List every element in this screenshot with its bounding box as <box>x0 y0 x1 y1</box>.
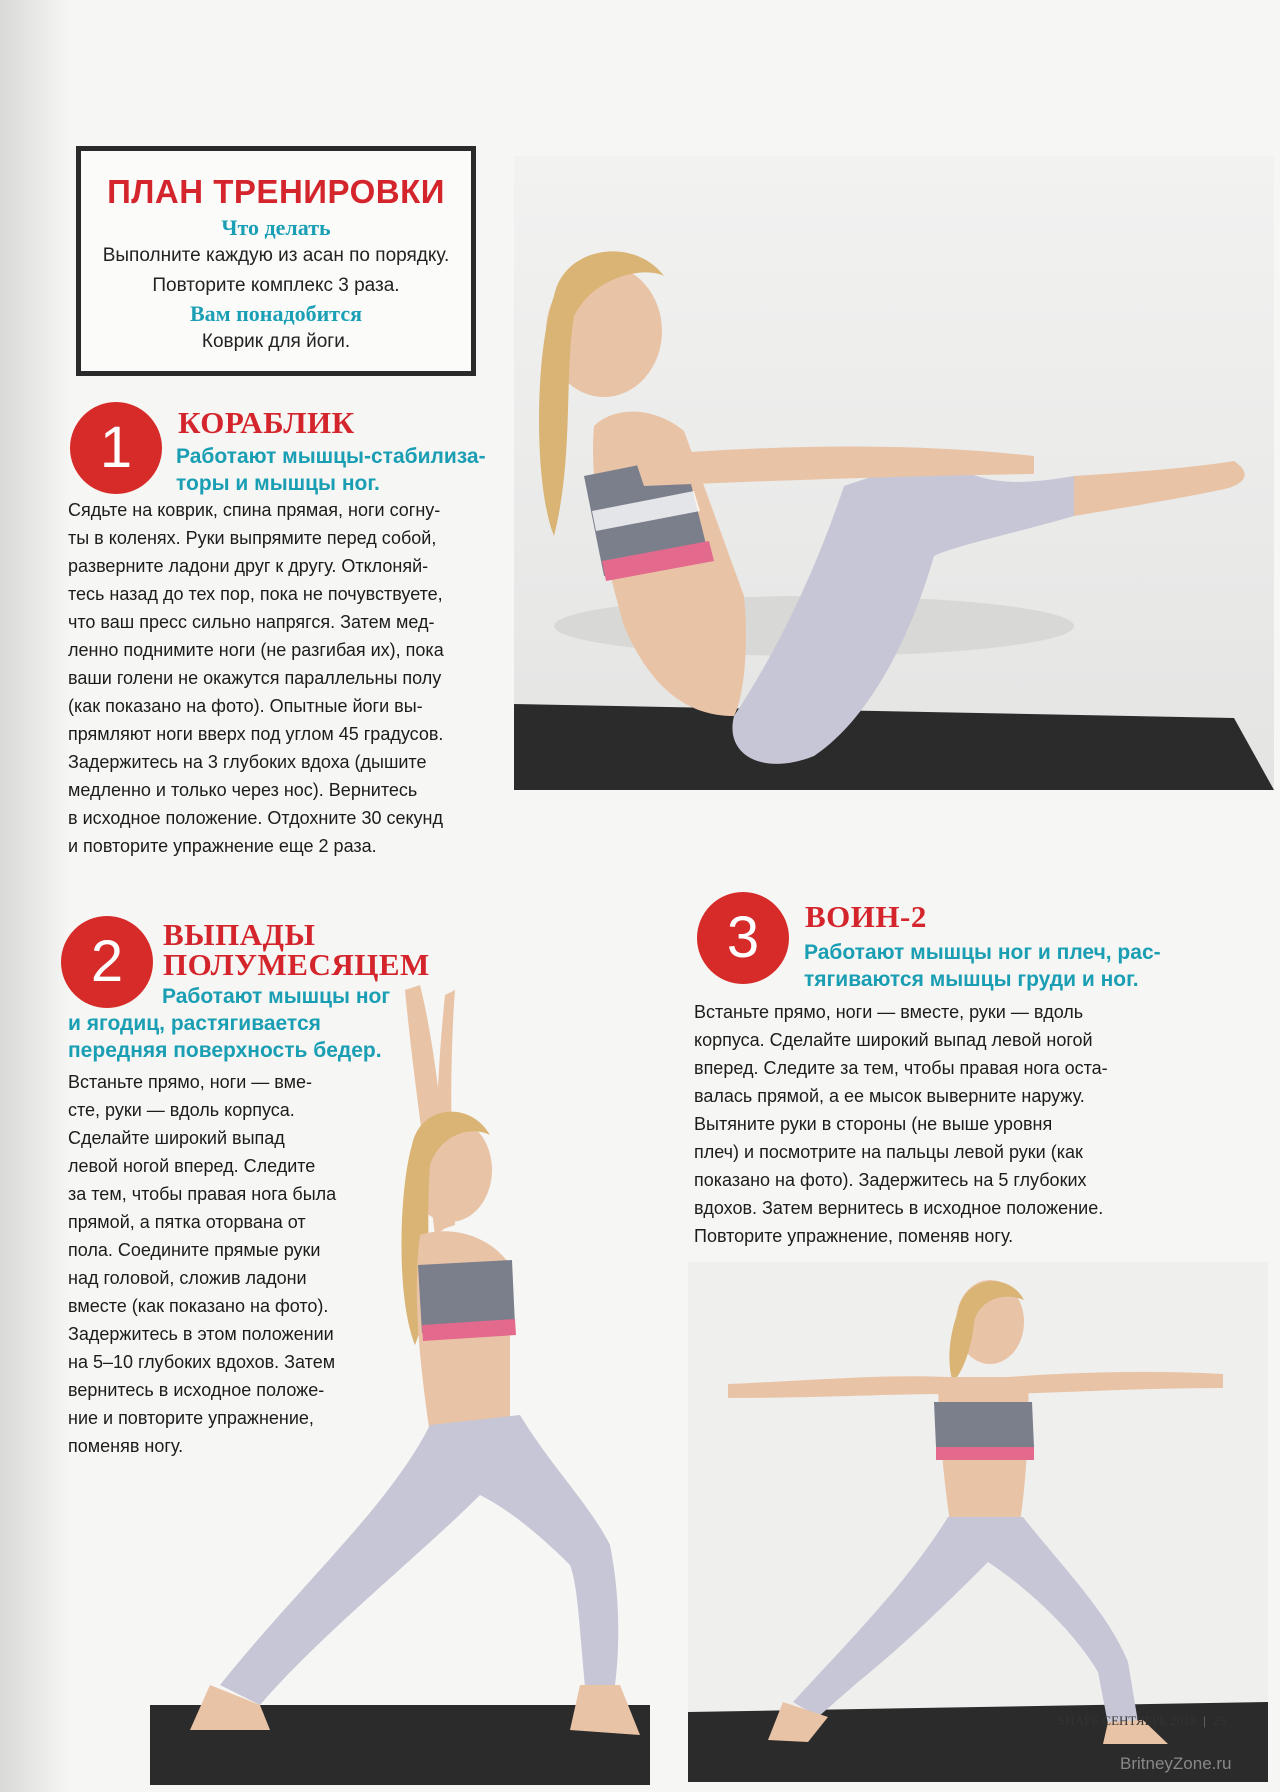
exercise-3-text-line: Вытяните руки в стороны (не выше уровня <box>694 1114 1053 1134</box>
plan-need-text: Коврик для йоги. <box>201 331 351 352</box>
exercise-1-text-line: ты в коленях. Руки выпрямите перед собой, <box>68 528 437 548</box>
page-footer: SHAPE СЕНТЯБРЬ 2013 | 25 <box>1058 1713 1227 1728</box>
exercise-1-muscles-line: торы и мышцы ног. <box>176 472 380 495</box>
exercise-1-text-line: ленно поднимите ноги (не разгибая их), пока <box>68 640 444 660</box>
exercise-3-text-line: корпуса. Сделайте широкий выпад левой ногой <box>694 1030 1093 1050</box>
exercise-2-title-line: ПОЛУМЕСЯЦЕМ <box>163 947 430 982</box>
page-gutter-shadow <box>0 0 70 1792</box>
workout-plan-box <box>76 146 476 376</box>
exercise-1-text-line: тесь назад до тех пор, пока не почувствуете, <box>68 584 443 604</box>
exercise-2-text-line: за тем, чтобы правая нога была <box>68 1184 337 1204</box>
exercise-1-text-line: что ваш пресс сильно напрягся. Затем мед- <box>68 612 435 632</box>
exercise-1-text-line: разверните ладони друг к другу. Отклоняй- <box>68 556 429 576</box>
exercise-1-description <box>68 496 478 860</box>
exercise-3-muscles-line: Работают мышцы ног и плеч, рас- <box>804 941 1161 964</box>
exercise-2-text-line: поменяв ногу. <box>68 1436 184 1456</box>
plan-title: ПЛАН ТРЕНИРОВКИ <box>107 173 445 210</box>
exercise-2-muscles-line: и ягодиц, растягивается <box>68 1012 321 1035</box>
exercise-3-text-line: показано на фото). Задержитесь на 5 глубоких <box>694 1170 1087 1190</box>
boat-pose-photo <box>514 156 1274 790</box>
exercise-2-text-line: вернитесь в исходное положе- <box>68 1380 325 1400</box>
exercise-2-text-line: на 5–10 глубоких вдохов. Затем <box>68 1352 336 1372</box>
exercise-2-text-line: пола. Соедините прямые руки <box>68 1240 321 1260</box>
watermark: BritneyZone.ru <box>1120 1754 1232 1773</box>
footer-magazine: SHAPE СЕНТЯБРЬ 2013 <box>1058 1713 1196 1728</box>
exercise-1-text-line: (как показано на фото). Опытные йоги вы- <box>68 696 423 716</box>
exercise-1-muscles-line: Работают мышцы-стабилиза- <box>176 445 486 468</box>
exercise-3-description <box>694 998 1164 1250</box>
exercise-3-muscles <box>804 939 1161 993</box>
exercise-2-text-line: Задержитесь в этом положении <box>68 1324 334 1344</box>
plan-what-line-1: Выполните каждую из асан по порядку. <box>102 245 450 266</box>
plan-what-line-2: Повторите комплекс 3 раза. <box>152 275 400 296</box>
exercise-3-number-badge: 3 <box>697 892 789 984</box>
sports-top <box>934 1402 1034 1447</box>
exercise-2-text-line: вместе (как показано на фото). <box>68 1296 329 1316</box>
yoga-mat <box>514 704 1274 790</box>
exercise-1-text-line: ваши голени не окажутся параллельны полу <box>68 668 442 688</box>
exercise-3-text-line: плеч) и посмотрите на пальцы левой руки (как <box>694 1142 1083 1162</box>
exercise-3-muscles-line: тягиваются мышцы груди и ног. <box>804 968 1139 991</box>
exercise-2-number-badge: 2 <box>61 916 153 1008</box>
exercise-1-title-line: КОРАБЛИК <box>178 405 355 440</box>
plan-need-heading: Вам понадобится <box>189 301 363 326</box>
exercise-2-text-line: левой ногой вперед. Следите <box>68 1156 316 1176</box>
exercise-1-number-badge: 1 <box>70 402 162 494</box>
exercise-1-text-line: прямляют ноги вверх под углом 45 градусов. <box>68 724 444 744</box>
exercise-2-muscles-line: передняя поверхность бедер. <box>68 1039 382 1062</box>
exercise-2-text-line: над головой, сложив ладони <box>68 1268 307 1288</box>
exercise-1-text-line: и повторите упражнение еще 2 раза. <box>68 836 377 856</box>
footer-page-number: 25 <box>1213 1713 1227 1728</box>
exercise-2-muscles-line: Работают мышцы ног <box>162 985 391 1008</box>
exercise-1-text-line: в исходное положение. Отдохните 30 секунд <box>68 808 443 828</box>
exercise-1-title <box>178 405 355 440</box>
exercise-2-title-line: ВЫПАДЫ <box>163 917 316 952</box>
exercise-3-text-line: Повторите упражнение, поменяв ногу. <box>694 1226 1014 1246</box>
exercise-2-title <box>163 917 430 982</box>
exercise-1-muscles <box>176 443 486 497</box>
exercise-3-text-line: вдохов. Затем вернитесь в исходное положение. <box>694 1198 1104 1218</box>
exercise-2-text-line: ние и повторите упражнение, <box>68 1408 314 1428</box>
plan-what-heading: Что делать <box>221 215 331 240</box>
exercise-3-text-line: вперед. Следите за тем, чтобы правая нога оста- <box>694 1058 1108 1078</box>
crescent-lunge-photo <box>150 985 650 1785</box>
exercise-1-text-line: медленно и только через нос). Вернитесь <box>68 780 418 800</box>
exercise-1-text-line: Сядьте на коврик, спина прямая, ноги согну- <box>68 500 441 520</box>
exercise-2-text-line: Сделайте широкий выпад <box>68 1128 285 1148</box>
exercise-3-title-line: ВОИН-2 <box>805 899 927 934</box>
exercise-3-text-line: валась прямой, а ее мысок выверните наружу. <box>694 1086 1085 1106</box>
exercise-2-text-line: сте, руки — вдоль корпуса. <box>68 1100 295 1120</box>
exercise-3-title <box>805 899 927 934</box>
exercise-3-text-line: Встаньте прямо, ноги — вместе, руки — вдоль <box>694 1002 1084 1022</box>
warrior-2-photo <box>688 1262 1268 1782</box>
exercise-2-text-line: Встаньте прямо, ноги — вме- <box>68 1072 313 1092</box>
exercise-1-text-line: Задержитесь на 3 глубоких вдоха (дышите <box>68 752 427 772</box>
exercise-2-text-line: прямой, а пятка оторвана от <box>68 1212 306 1232</box>
